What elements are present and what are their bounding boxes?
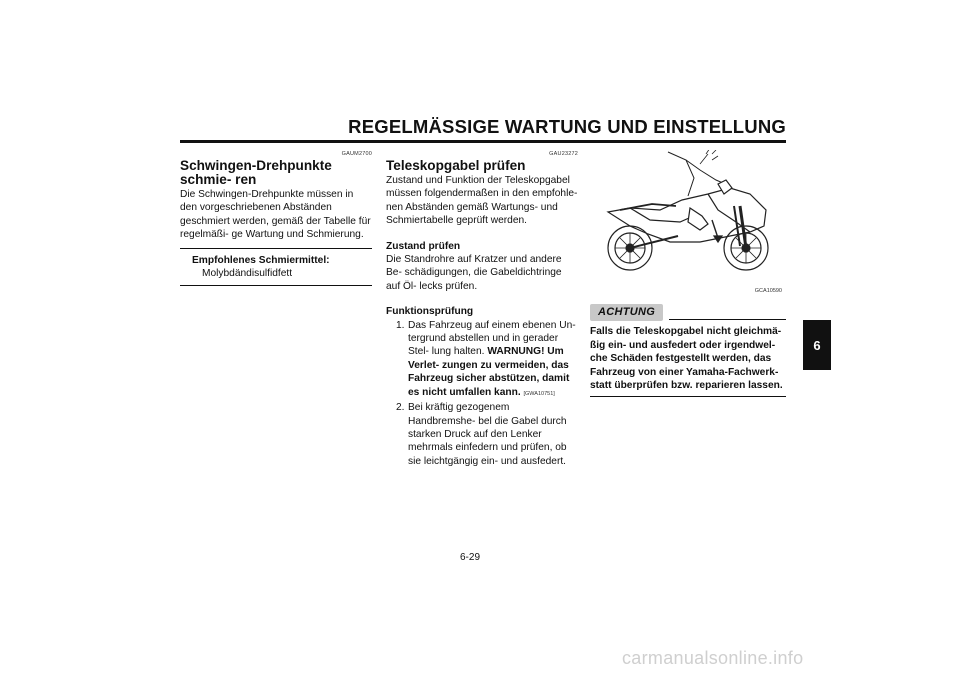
step-number: 2.	[396, 402, 405, 414]
list-item	[386, 319, 578, 401]
chapter-tab: 6	[803, 320, 831, 370]
page-number: 6-29	[460, 552, 481, 563]
warning-code: [GWA10751]	[523, 390, 555, 397]
page-header-title: REGELMÄSSIGE WARTUNG UND EINSTELLUNG	[348, 116, 786, 137]
list-item	[386, 401, 578, 468]
caution-badge: ACHTUNG	[590, 304, 663, 321]
step-text: Bei kräftig gezogenem Handbremshe- bel die Gabel durch starken Druck auf den Lenker mehrmals einfedern und prüfen, ob sie leichtgängig ein- und ausfedert.	[408, 402, 567, 467]
illustration-code: GCA10590	[754, 287, 782, 294]
step-text: Das Fahrzeug auf einem ebenen Un- tergrund abstellen und in gerader Stel- lung halten.	[408, 319, 576, 358]
motorcycle-icon	[590, 150, 786, 290]
lubricant-value: Molybdändisulfidfett	[202, 268, 293, 280]
motorcycle-illustration	[590, 150, 786, 298]
column-middle	[386, 150, 578, 468]
section-code: GAU23272	[549, 151, 578, 157]
swingarm-intro: Die Schwingen-Drehpunkte müssen in den vorgeschriebenen Abständen geschmiert werden, gemäß der Tabelle für regelmäßi- ge Wartung und Schmierung.	[180, 189, 371, 241]
fork-intro: Zustand und Funktion der Teleskopgabel müssen folgendermaßen in den empfohle- nen Abständen gemäß Wartungs- und Schmiertabelle geprüft werden.	[386, 175, 578, 227]
condition-heading: Zustand prüfen	[386, 240, 461, 252]
caution-text: Falls die Teleskopgabel nicht gleichmä- ßig ein- und ausfedert oder irgendwel- che Schäden festgestellt werden, das Fahrzeug von einer Yamaha-Fachwerk- statt überprüfen bzw. reparieren lassen.	[590, 325, 786, 397]
section-code: GAUM2700	[341, 151, 372, 157]
function-steps	[386, 319, 578, 468]
section-title-fork: Teleskopgabel prüfen	[386, 158, 526, 173]
step-warning: WARNUNG! Um Verlet- zungen zu vermeiden, das Fahrzeug sicher abstützen, damit es nicht umfallen kann.	[408, 346, 570, 398]
lubricant-label: Empfohlenes Schmiermittel:	[192, 254, 330, 266]
lubricant-box	[180, 248, 372, 287]
caution-rule	[669, 319, 786, 320]
step-number: 1.	[396, 319, 405, 331]
header-rule	[180, 140, 786, 143]
watermark: carmanualsonline.info	[622, 648, 804, 668]
condition-text: Die Standrohre auf Kratzer und andere Be- schädigungen, die Gabeldichtringe auf Öl- lecks prüfen.	[386, 254, 562, 292]
column-right	[590, 150, 786, 397]
caution-header	[590, 304, 786, 321]
section-title-swingarm: Schwingen-Drehpunkte schmie- ren	[180, 158, 332, 187]
function-heading: Funktionsprüfung	[386, 306, 474, 318]
column-left	[180, 150, 372, 286]
